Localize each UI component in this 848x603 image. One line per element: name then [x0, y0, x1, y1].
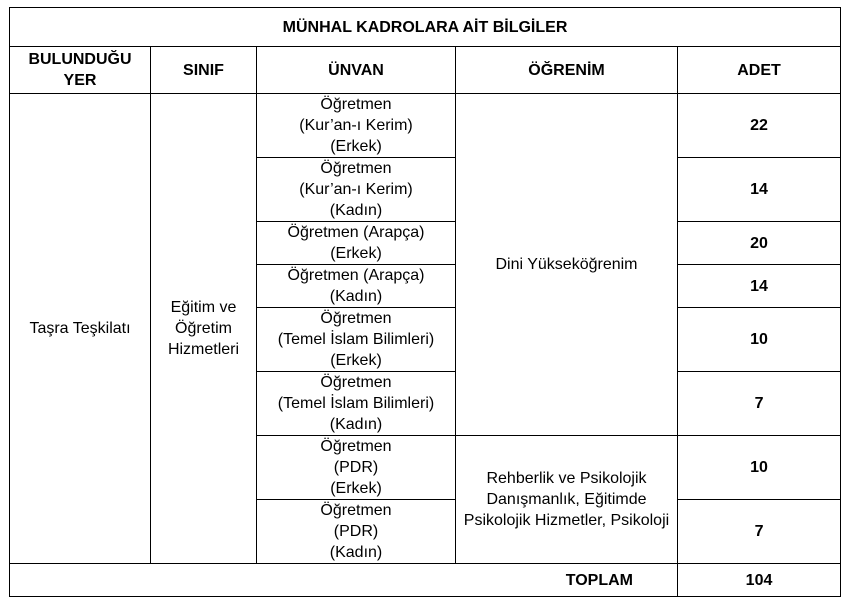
yer-cell: Taşra Teşkilatı — [10, 94, 151, 564]
unvan-cell: Öğretmen (PDR) (Kadın) — [257, 500, 456, 564]
header-ogrenim: ÖĞRENİM — [456, 47, 678, 94]
header-row — [10, 47, 841, 94]
total-row — [10, 564, 841, 597]
adet-cell: 7 — [678, 500, 841, 564]
title-row — [10, 8, 841, 47]
unvan-cell: Öğretmen (PDR) (Erkek) — [257, 436, 456, 500]
unvan-cell: Öğretmen (Kur’an-ı Kerim) (Kadın) — [257, 158, 456, 222]
sinif-cell: Eğitim ve Öğretim Hizmetleri — [151, 94, 257, 564]
total-value: 104 — [678, 564, 841, 597]
ogrenim-cell-pdr: Rehberlik ve Psikolojik Danışmanlık, Eğitimde Psikolojik Hizmetler, Psikoloji — [456, 436, 678, 564]
adet-cell: 10 — [678, 436, 841, 500]
adet-cell: 20 — [678, 222, 841, 265]
adet-cell: 10 — [678, 308, 841, 372]
adet-cell: 14 — [678, 265, 841, 308]
adet-cell: 22 — [678, 94, 841, 158]
header-adet: ADET — [678, 47, 841, 94]
header-sinif: SINIF — [151, 47, 257, 94]
table-title: MÜNHAL KADROLARA AİT BİLGİLER — [10, 8, 841, 47]
total-label: TOPLAM — [10, 564, 678, 597]
ogrenim-cell-dini: Dini Yükseköğrenim — [456, 94, 678, 436]
header-yer: BULUNDUĞU YER — [10, 47, 151, 94]
vacant-positions-table — [9, 7, 841, 597]
header-unvan: ÜNVAN — [257, 47, 456, 94]
table-row — [10, 94, 841, 158]
unvan-cell: Öğretmen (Temel İslam Bilimleri) (Kadın) — [257, 372, 456, 436]
unvan-cell: Öğretmen (Arapça) (Kadın) — [257, 265, 456, 308]
unvan-cell: Öğretmen (Temel İslam Bilimleri) (Erkek) — [257, 308, 456, 372]
adet-cell: 7 — [678, 372, 841, 436]
unvan-cell: Öğretmen (Kur’an-ı Kerim) (Erkek) — [257, 94, 456, 158]
adet-cell: 14 — [678, 158, 841, 222]
unvan-cell: Öğretmen (Arapça) (Erkek) — [257, 222, 456, 265]
